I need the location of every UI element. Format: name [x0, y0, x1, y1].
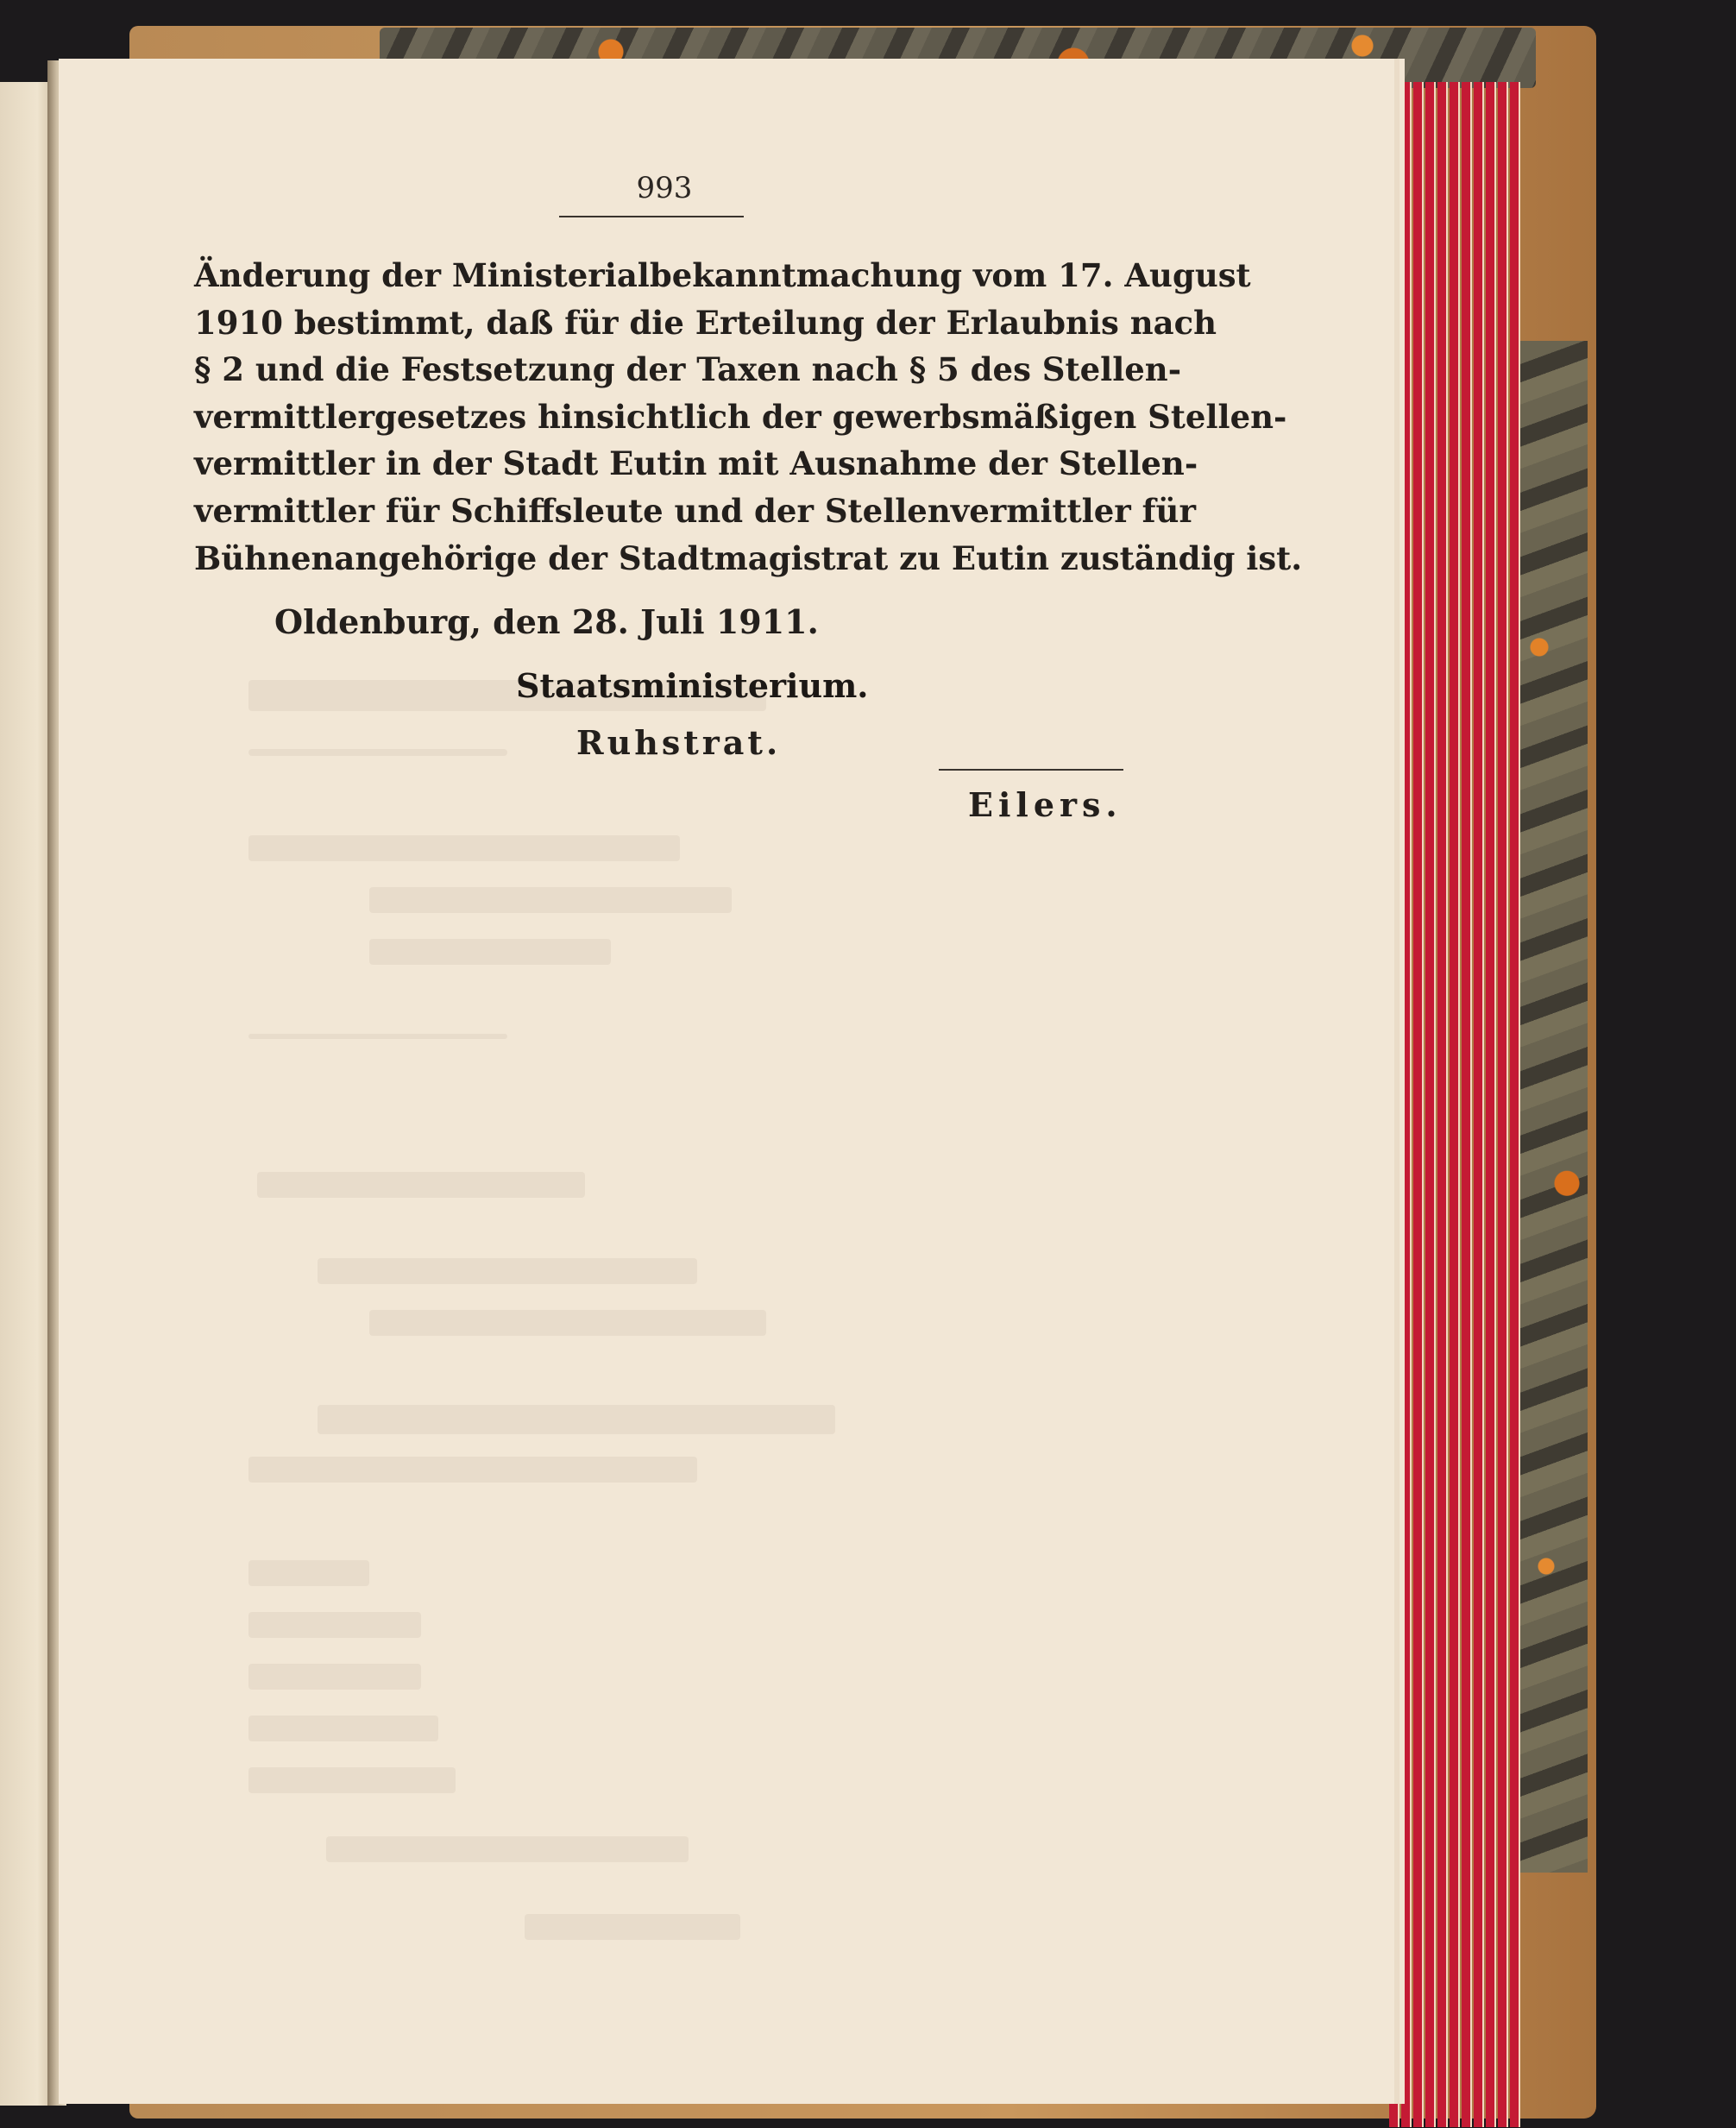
- signature-rule: [939, 769, 1123, 771]
- date-line: Oldenburg, den 28. Juli 1911.: [274, 602, 819, 641]
- body-line: Änderung der Ministerialbekanntmachung vom 17. August: [194, 256, 1251, 294]
- left-page: [0, 82, 53, 2106]
- body-line: § 2 und die Festsetzung der Taxen nach § 5 des Stellen-: [194, 350, 1182, 389]
- signatory-primary: Ruhstrat.: [576, 723, 782, 762]
- header-rule: [559, 216, 744, 217]
- page-edges: [1389, 82, 1527, 2127]
- marbled-cover-side: [1519, 341, 1588, 1873]
- body-line: Bühnenangehörige der Stadtmagistrat zu Eutin zuständig ist.: [194, 538, 1303, 577]
- body-line: vermittler in der Stadt Eutin mit Ausnahme der Stellen-: [194, 444, 1198, 483]
- body-paragraph: [194, 252, 1303, 582]
- issuing-authority: Staatsministerium.: [516, 666, 869, 705]
- page-number: 993: [636, 171, 693, 205]
- body-line: vermittlergesetzes hinsichtlich der gewerbsmäßigen Stellen-: [194, 397, 1287, 436]
- body-line: 1910 bestimmt, daß für die Erteilung der Erlaubnis nach: [194, 303, 1217, 342]
- signatory-secondary: Eilers.: [968, 785, 1123, 824]
- body-line: vermittler für Schiffsleute und der Stellenvermittler für: [194, 491, 1196, 530]
